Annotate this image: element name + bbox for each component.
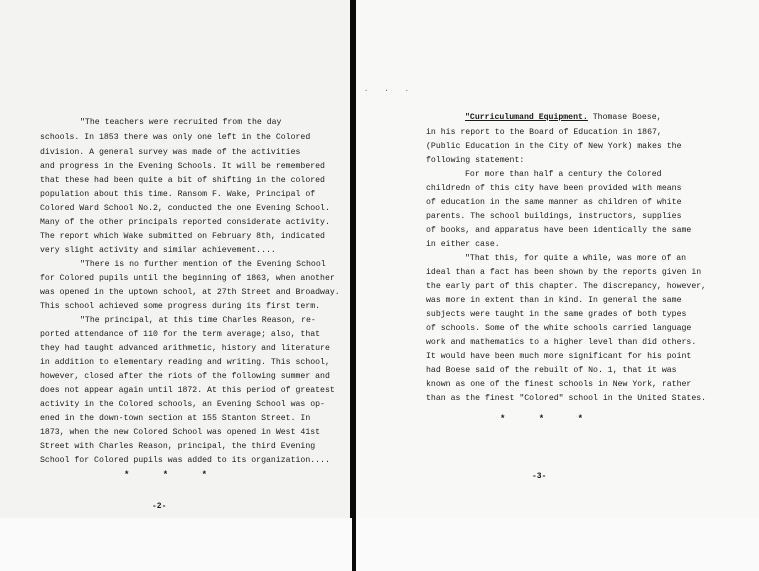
text-line: that these had been quite a bit of shifting in the colored <box>40 176 325 185</box>
text-line: was more in extent than in kind. In general the same <box>426 296 682 305</box>
text-line: "The teachers were recruited from the day <box>80 118 282 127</box>
text-line: 1873, when the new Colored School was opened in West 41st <box>40 428 321 437</box>
text-line: "There is no further mention of the Evening School <box>80 260 326 269</box>
text-line: School for Colored pupils was added to its organization.... <box>40 456 330 465</box>
text-line: This school achieved some progress during its first term. <box>40 302 321 311</box>
left-page <box>0 0 350 518</box>
text-line: The report which Wake submitted on February 8th, indicated <box>40 232 325 241</box>
text-line: ported attendance of 110 for the term average; also, that <box>40 330 321 339</box>
text-line: childredn of this city have been provided with means <box>426 184 682 193</box>
text-line: work and mathematics to a higher level than did others. <box>426 338 697 347</box>
text-line: schools. In 1853 there was only one left in the Colored <box>40 133 311 142</box>
text-line: in either case. <box>426 240 500 249</box>
text-line: however, closed after the riots of the following summer and <box>40 372 330 381</box>
page-number: -2- <box>152 502 167 511</box>
text-line: in addition to elementary reading and writing. This school, <box>40 358 330 367</box>
text-line: of education in the same manner as children of white <box>426 198 682 207</box>
section-heading-line <box>465 113 662 123</box>
text-line: For more than half a century the Colored <box>465 170 662 179</box>
text-line: parents. The school buildings, instructors, supplies <box>426 212 682 221</box>
right-page <box>356 0 759 518</box>
text-line: activity in the Colored schools, an Evening School was op- <box>40 400 325 409</box>
text-line: Many of the other principals reported considerate activity. <box>40 218 330 227</box>
text-line: division. A general survey was made of the activities <box>40 148 301 157</box>
text-line: Street with Charles Reason, principal, the third Evening <box>40 442 316 451</box>
scan-specks: . . . <box>364 86 416 94</box>
page-number: -3- <box>532 472 547 481</box>
text-line: It would have been much more significant for his point <box>426 352 692 361</box>
text-line: known as one of the finest schools in New York, rather <box>426 380 692 389</box>
heading-continuation: Thomase Boese, <box>587 113 662 122</box>
text-line: they had taught advanced arithmetic, history and literature <box>40 344 330 353</box>
section-heading: "Curriculumand Equipment. <box>465 113 588 122</box>
text-line: and progress in the Evening Schools. It will be remembered <box>40 162 325 171</box>
section-dots: * * * <box>500 414 598 424</box>
text-line: Colored Ward School No.2, conducted the one Evening School. <box>40 204 330 213</box>
text-line: of books, and apparatus have been identically the same <box>426 226 692 235</box>
text-line: ened in the down-town section at 155 Stanton Street. In <box>40 414 311 423</box>
text-line: than as the finest "Colored" school in the United States. <box>426 394 707 403</box>
text-line: population about this time. Ransom F. Wake, Principal of <box>40 190 316 199</box>
scan-margin-right <box>356 518 759 571</box>
scan-margin-left <box>0 518 352 571</box>
text-line: of schools. Some of the white schools carried language <box>426 324 692 333</box>
text-line: in his report to the Board of Education in 1867, <box>426 128 662 137</box>
text-line: does not appear again until 1872. At this period of greatest <box>40 386 335 395</box>
section-dots: * * * <box>124 470 222 480</box>
text-line: very slight activity and similar achievement.... <box>40 246 276 255</box>
text-line: had Boese said of the rebuilt of No. 1, that it was <box>426 366 677 375</box>
text-line: "The principal, at this time Charles Reason, re- <box>80 316 316 325</box>
text-line: (Public Education in the City of New York) makes the <box>426 142 682 151</box>
text-line: for Colored pupils until the beginning of 1863, when another <box>40 274 335 283</box>
text-line: was opened in the uptown school, at 27th Street and Broadway. <box>40 288 340 297</box>
text-line: the early part of this chapter. The discrepancy, however, <box>426 282 707 291</box>
text-line: following statement: <box>426 156 525 165</box>
text-line: subjects were taught in the same grades of both types <box>426 310 687 319</box>
text-line: ideal than a fact has been shown by the reports given in <box>426 268 702 277</box>
text-line: "That this, for quite a while, was more of an <box>465 254 687 263</box>
